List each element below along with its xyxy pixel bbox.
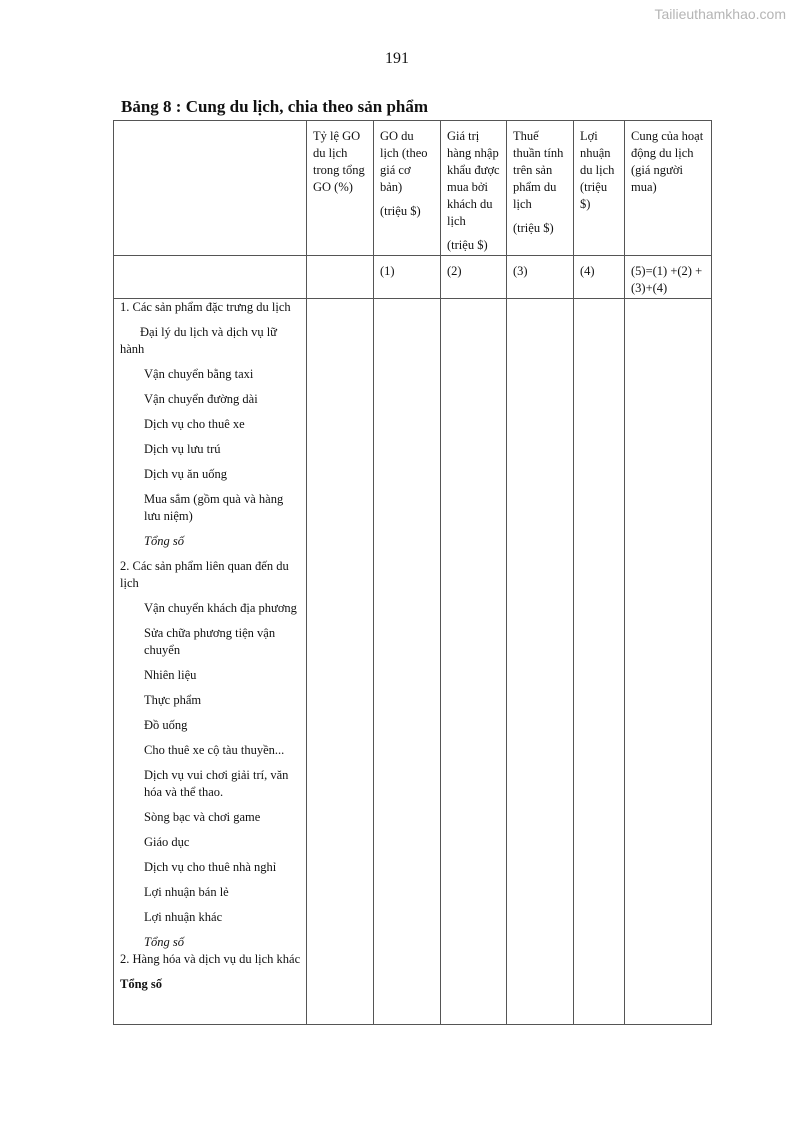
product-item: Dịch vụ vui chơi giải trí, văn hóa và thể thao.: [144, 768, 289, 799]
watermark: Tailieuthamkhao.com: [654, 6, 786, 22]
product-item: Đồ uống: [144, 718, 188, 732]
product-item: Dịch vụ cho thuê xe: [144, 417, 245, 431]
product-item: Thực phẩm: [144, 693, 202, 707]
product-item: 2. Hàng hóa và dịch vụ du lịch khác: [120, 952, 301, 966]
value-cell-1: [374, 299, 441, 1025]
index-cell-2: (2): [441, 256, 507, 299]
product-item: Dịch vụ ăn uống: [144, 467, 227, 481]
index-cell-1: (1): [374, 256, 441, 299]
header-cell-imports: Giá trị hàng nhập khẩu được mua bởi khách du lịch (triệu $): [441, 121, 507, 256]
product-list: [114, 299, 306, 993]
value-cell-2: [441, 299, 507, 1025]
product-item: Đại lý du lịch và dịch vụ lữ hành: [120, 325, 277, 356]
value-cell-4: [574, 299, 625, 1025]
product-item: 1. Các sản phẩm đặc trưng du lịch: [120, 300, 291, 314]
product-item: Lợi nhuận bán lẻ: [144, 885, 229, 899]
product-item: Lợi nhuận khác: [144, 910, 223, 924]
product-item: Dịch vụ lưu trú: [144, 442, 221, 456]
product-item: Sòng bạc và chơi game: [144, 810, 261, 824]
index-cell-3: (3): [507, 256, 574, 299]
table-header-row: [114, 121, 712, 256]
index-cell-5: (5)=(1) +(2) +(3)+(4): [625, 256, 712, 299]
header-cell-net-tax: Thuế thuần tính trên sản phẩm du lịch (triệu $): [507, 121, 574, 256]
index-cell-0: [307, 256, 374, 299]
header-cell-supply: Cung của hoạt động du lịch (giá người mua): [625, 121, 712, 256]
table-body-row: [114, 299, 712, 1025]
product-item: 2. Các sản phẩm liên quan đến du lịch: [120, 559, 289, 590]
header-cell-go: GO du lịch (theo giá cơ bản) (triệu $): [374, 121, 441, 256]
value-cell-5: [625, 299, 712, 1025]
header-cell-empty: [114, 121, 307, 256]
value-cell-0: [307, 299, 374, 1025]
product-item: Tổng số: [120, 977, 163, 991]
index-cell-4: (4): [574, 256, 625, 299]
product-item: Vận chuyển khách địa phương: [144, 601, 297, 615]
header-cell-go-ratio: Tỷ lệ GO du lịch trong tổng GO (%): [307, 121, 374, 256]
product-item: Giáo dục: [144, 835, 190, 849]
header-cell-profit: Lợi nhuận du lịch (triệu $): [574, 121, 625, 256]
table-title: Bảng 8 : Cung du lịch, chia theo sản phẩm: [121, 97, 429, 116]
index-cell-empty: [114, 256, 307, 299]
page-number: 191: [385, 50, 409, 67]
product-item: Vận chuyển đường dài: [144, 392, 258, 406]
product-item: Mua sắm (gồm quà và hàng lưu niệm): [144, 492, 284, 523]
table-index-row: [114, 256, 712, 299]
product-item: Tổng số: [144, 935, 184, 949]
product-item: Sửa chữa phương tiện vận chuyển: [144, 626, 276, 657]
value-cell-3: [507, 299, 574, 1025]
product-item: Cho thuê xe cộ tàu thuyền...: [144, 743, 285, 757]
product-list-cell: [114, 299, 307, 1025]
supply-table: [113, 120, 712, 1025]
product-item: Vận chuyển bằng taxi: [144, 367, 254, 381]
product-item: Tổng số: [144, 534, 184, 548]
product-item: Nhiên liệu: [144, 668, 197, 682]
product-item: Dịch vụ cho thuê nhà nghỉ: [144, 860, 277, 874]
